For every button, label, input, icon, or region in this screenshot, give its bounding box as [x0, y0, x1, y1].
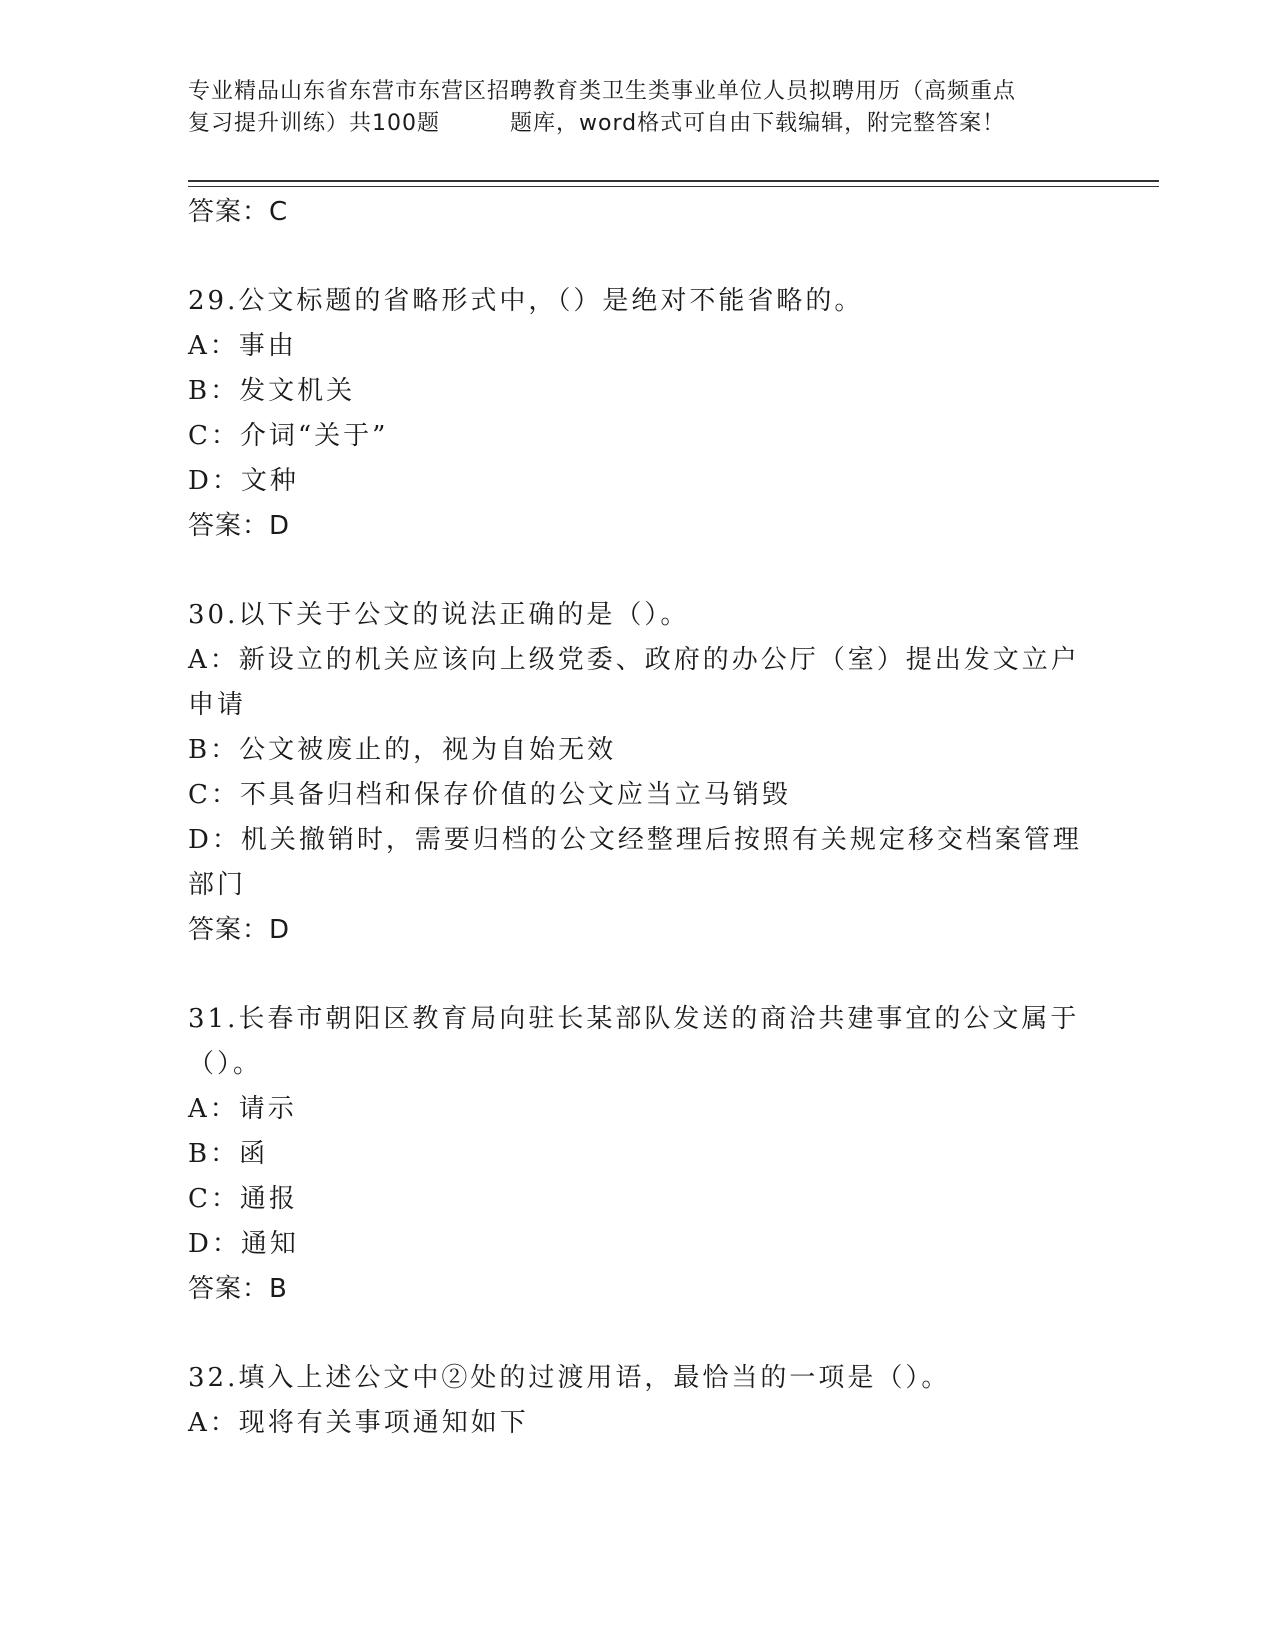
question-29 — [188, 279, 1088, 549]
option-a: A：请示 — [188, 1094, 297, 1124]
option-b: B：公文被废止的，视为自始无效 — [188, 735, 617, 765]
header-title-line2-part1: 复习提升训练）共100题 — [188, 111, 440, 136]
question-stem: 32.填入上述公文中②处的过渡用语，最恰当的一项是（）。 — [188, 1363, 951, 1393]
question-list — [188, 190, 1088, 1446]
header-divider-thick — [188, 180, 1159, 182]
option-a: A：现将有关事项通知如下 — [188, 1408, 529, 1438]
option-d: D：机关撤销时，需要归档的公文经整理后按照有关规定移交档案管理部门 — [188, 825, 1082, 900]
answer-previous: 答案：C — [188, 197, 289, 227]
header-title-line2-part2: 题库，word格式可自由下载编辑，附完整答案！ — [510, 111, 1006, 136]
option-c: C：不具备归档和保存价值的公文应当立马销毁 — [188, 780, 791, 810]
option-b: B：函 — [188, 1139, 269, 1169]
option-c: C：通报 — [188, 1184, 298, 1214]
question-30 — [188, 593, 1088, 953]
option-b: B：发文机关 — [188, 376, 356, 406]
option-d: D：文种 — [188, 466, 299, 496]
page-header — [188, 76, 1088, 140]
question-stem: 31.长春市朝阳区教育局向驻长某部队发送的商洽共建事宜的公文属于（）。 — [188, 1004, 1080, 1079]
question-31 — [188, 997, 1088, 1312]
option-c: C：介词“关于” — [188, 421, 389, 451]
question-32 — [188, 1356, 1088, 1446]
question-stem: 29.公文标题的省略形式中，（）是绝对不能省略的。 — [188, 286, 864, 316]
option-a: A：事由 — [188, 331, 297, 361]
answer: 答案：D — [188, 511, 291, 541]
answer: 答案：D — [188, 915, 291, 945]
answer: 答案：B — [188, 1274, 288, 1304]
header-title-line1: 专业精品山东省东营市东营区招聘教育类卫生类事业单位人员拟聘用历（高频重点 — [188, 79, 1017, 104]
option-d: D：通知 — [188, 1229, 299, 1259]
option-a: A：新设立的机关应该向上级党委、政府的办公厅（室）提出发文立户申请 — [188, 645, 1080, 720]
header-divider-thin — [188, 186, 1159, 187]
question-stem: 30.以下关于公文的说法正确的是（）。 — [188, 600, 690, 630]
header-title-line2 — [188, 108, 1088, 140]
